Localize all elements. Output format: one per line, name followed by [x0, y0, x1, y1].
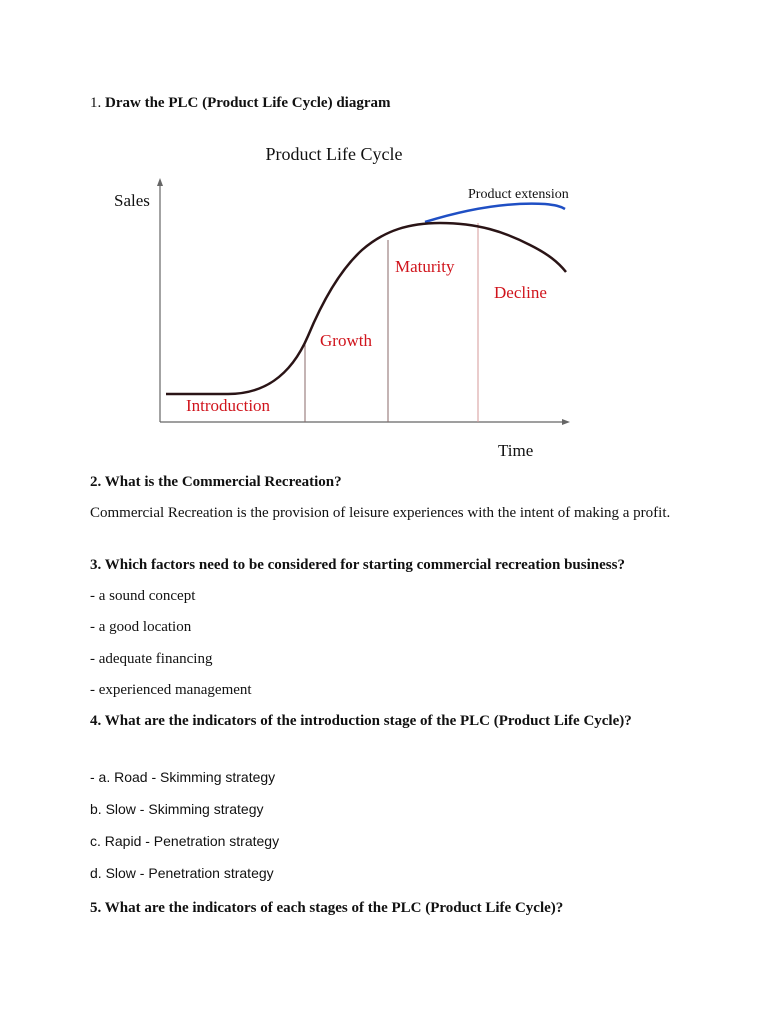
y-axis-label: Sales	[114, 191, 150, 210]
question-1	[90, 93, 391, 114]
indicator-item: - a. Road - Skimming strategy	[90, 769, 276, 785]
indicator-item: b. Slow - Skimming strategy	[90, 801, 264, 817]
x-axis-label: Time	[498, 441, 534, 460]
answer-2: Commercial Recreation is the provision of leisure experiences with the intent of making a profit.	[90, 505, 671, 521]
factor-item: - adequate financing	[90, 651, 213, 667]
question-5: 5. What are the indicators of each stages of the PLC (Product Life Cycle)?	[90, 900, 564, 916]
x-axis-arrow	[562, 419, 570, 425]
diagram-title: Product Life Cycle	[265, 144, 403, 164]
indicator-item: c. Rapid - Penetration strategy	[90, 833, 280, 849]
question-2: 2. What is the Commercial Recreation?	[90, 474, 342, 490]
factor-item: - a good location	[90, 619, 192, 635]
question-3: 3. Which factors need to be considered for starting commercial recreation business?	[90, 557, 625, 573]
y-axis-arrow	[157, 178, 163, 186]
plc-diagram	[0, 130, 768, 470]
stage-label-introduction: Introduction	[186, 396, 271, 415]
stage-label-growth: Growth	[320, 331, 372, 350]
stage-label-decline: Decline	[494, 283, 547, 302]
extension-curve	[425, 204, 565, 222]
question-1-number: 1.	[90, 95, 102, 111]
stage-label-maturity: Maturity	[395, 257, 455, 276]
extension-label: Product extension	[468, 187, 569, 202]
sales-curve	[166, 223, 566, 394]
question-4: 4. What are the indicators of the introduction stage of the PLC (Product Life Cycle)?	[90, 713, 632, 729]
factor-item: - a sound concept	[90, 588, 196, 604]
question-1-text: Draw the PLC (Product Life Cycle) diagram	[105, 95, 391, 111]
factor-item: - experienced management	[90, 682, 252, 698]
indicator-item: d. Slow - Penetration strategy	[90, 865, 274, 881]
